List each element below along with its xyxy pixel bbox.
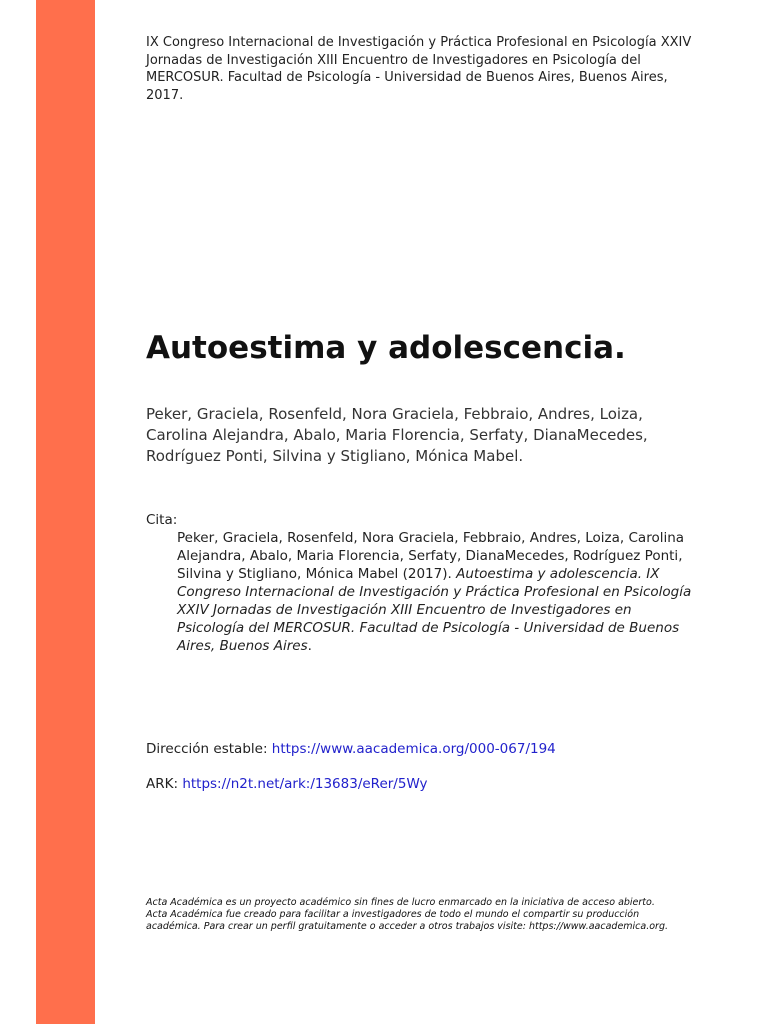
citation-italic: Autoestima y adolescencia. IX Congreso Internacional de Investigación y Práctica Profesional en Psicología XXIV Jornadas de Investigación XIII Encuentro de Investigadores en Psicología del MERCOSUR. Facultad de Psicología - Universidad de Buenos Aires, Buenos Aires: [177, 566, 692, 654]
conference-info: IX Congreso Internacional de Investigación y Práctica Profesional en Psicología XXIV Jornadas de Investigación XIII Encuentro de Investigadores en Psicología del MERCOSUR. Facultad de Psicología - Universidad de Buenos Aires, Buenos Aires, 2017.: [146, 35, 692, 103]
document-title: Autoestima y adolescencia.: [146, 330, 626, 366]
authors-list: Peker, Graciela, Rosenfeld, Nora Graciela, Febbraio, Andres, Loiza, Carolina Alejandra, Abalo, Maria Florencia, Serfaty, DianaMecedes, Rodríguez Ponti, Silvina y Stigliano, Mónica Mabel.: [146, 405, 648, 465]
citation-end: .: [307, 638, 312, 654]
ark-label: ARK:: [146, 776, 183, 792]
citation-block: [146, 511, 706, 655]
ark-row: [146, 775, 706, 793]
footer-note: Acta Académica es un proyecto académico sin fines de lucro enmarcado en la iniciativa de acceso abierto. Acta Académica fue creado para facilitar a investigadores de todo el mundo el compartir su producción académica. Para crear un perfil gratuitamente o acceder a otros trabajos visite: https://www.aacademica.org.: [146, 897, 669, 932]
accent-side-bar: [36, 0, 95, 1024]
stable-address-row: [146, 740, 706, 758]
stable-address-label: Dirección estable:: [146, 741, 272, 757]
stable-address-link[interactable]: https://www.aacademica.org/000-067/194: [271, 741, 556, 757]
citation-text: [146, 529, 697, 655]
citation-label: Cita:: [146, 512, 178, 528]
citation-plain: Peker, Graciela, Rosenfeld, Nora Graciela, Febbraio, Andres, Loiza, Carolina Alejandra, Abalo, Maria Florencia, Serfaty, DianaMecedes, Rodríguez Ponti, Silvina y Stigliano, Mónica Mabel (2017).: [177, 530, 685, 582]
ark-link[interactable]: https://n2t.net/ark:/13683/eRer/5Wy: [182, 776, 428, 792]
